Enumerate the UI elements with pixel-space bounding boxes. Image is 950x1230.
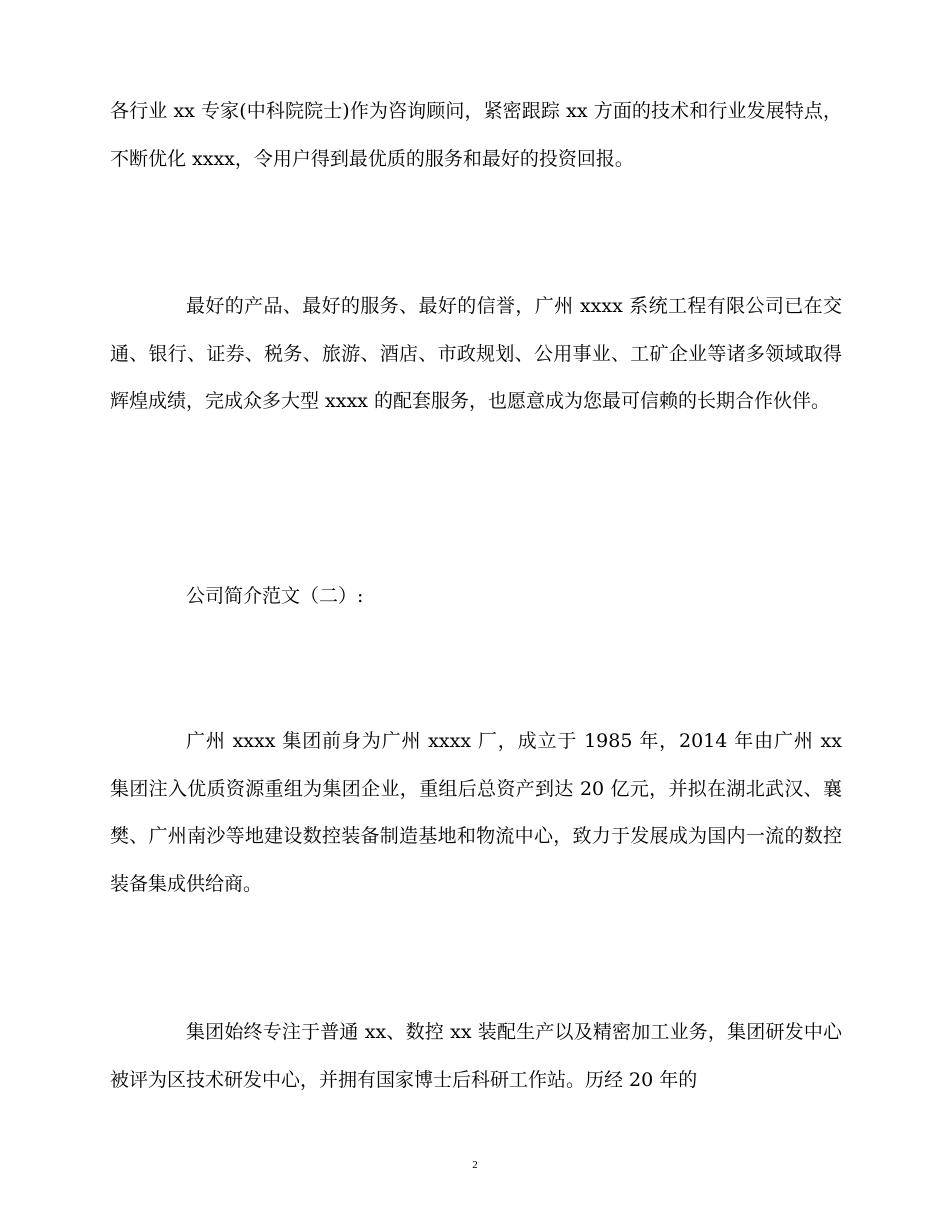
paragraph-consultants: 各行业 xx 专家(中科院院士)作为咨询顾问，紧密跟踪 xx 方面的技术和行业发展特点，不断优化 xxxx，令用户得到最优质的服务和最好的投资回报。 (110, 100, 842, 170)
paragraph-group-history: 广州 xxxx 集团前身为广州 xxxx 厂，成立于 1985 年，2014 年由广州 xx 集团注入优质资源重组为集团企业，重组后总资产到达 20 亿元，并拟在湖北武汉、襄樊、广州南沙等地建设数控装备制造基地和物流中心，致力于发展成为国内一流的数控装备集成供给商。 (110, 730, 842, 895)
page-number: 2 (472, 1159, 478, 1171)
paragraph-group-focus: 集团始终专注于普通 xx、数控 xx 装配生产以及精密加工业务，集团研发中心被评为区技术研发中心，并拥有国家博士后科研工作站。历经 20 年的 (110, 1021, 842, 1091)
paragraph-reputation: 最好的产品、最好的服务、最好的信誉，广州 xxxx 系统工程有限公司已在交通、银行、证券、税务、旅游、酒店、市政规划、公用事业、工矿企业等诸多领域取得辉煌成绩，完成众多大型 xxxx 的配套服务，也愿意成为您最可信赖的长期合作伙伴。 (110, 295, 842, 412)
section-heading: 公司简介范文（二）: (186, 585, 364, 607)
